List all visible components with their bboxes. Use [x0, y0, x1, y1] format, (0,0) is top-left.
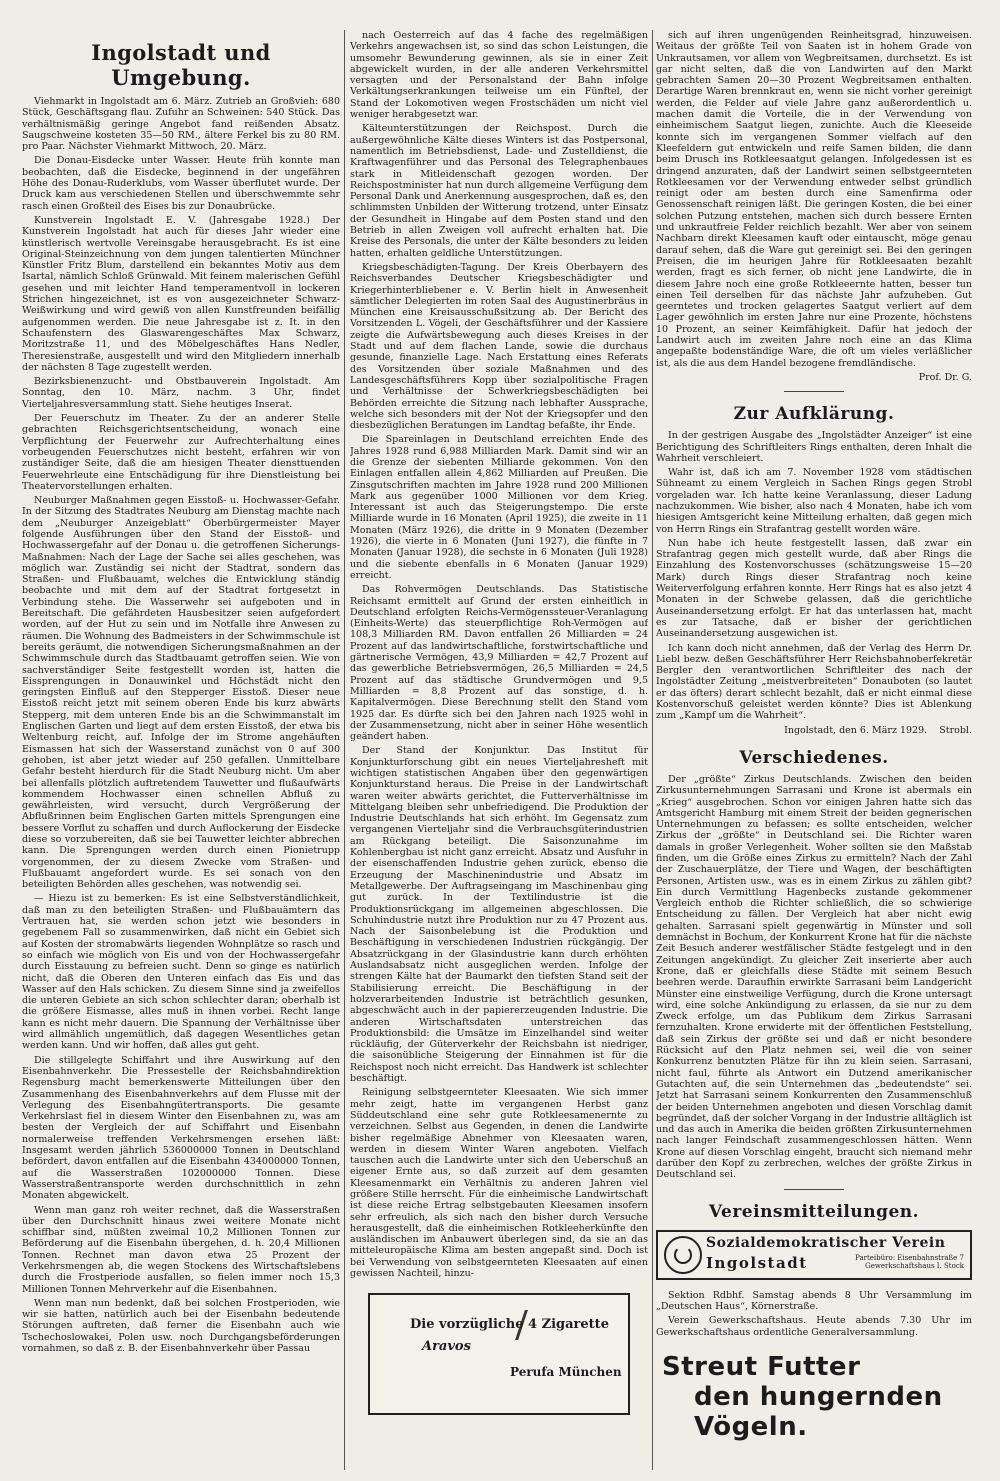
- article-feuerschutz: Der Feuerschutz im Theater. Zu der an anderer Stelle gebrachten Reichsgerichtsentscheidung, wonach eine Verpflichtung der Feuerwehr zur Aufrechterhaltung eines vorbeugenden Feuerschutzes nicht besteht, erfahren wir von zuständiger Seite, daß die am hiesigen Theater diensttuenden Feuerwehrleute eine Entschädigung für ihre Dienstleistung bei Theatervorstellungen erhalten.: [22, 413, 340, 492]
- bird-ad-line2: den hungernden Vögeln.: [694, 1381, 943, 1442]
- article-schiffahrt: Die stillgelegte Schiffahrt und ihre Auswirkung auf den Eisenbahnverkehr. Die Pressestelle der Reichsbahndirektion Regensburg macht bemerkenswerte Mitteilungen über den Zusammenhang des Eisenbahnverkehrs auf dem Flusse mit der Verlegung des Eisenbahngütertransports. Die gesamte Verkehrslast fiel in diesem Winter den Eisenbahnen zu, was am besten der Vergleich der auf Schiffahrt und Eisenbahn normalerweise treffenden Verkehrsmengen ersehen läßt: Insgesamt werden jährlich 536000000 Tonnen in Deutschland befördert, davon entfallen auf die Eisenbahn 434000000 Tonnen, auf die Wasserstraßen 102000000 Tonnen. Diese Wasserstraßentransporte werden durchschnittlich in zehn Monaten abgewickelt.: [22, 1054, 340, 1202]
- article-schiffahrt-end: nach Oesterreich auf das 4 fache des regelmäßigen Verkehrs angewachsen ist, so sind das schon Leistungen, die umsomehr Bewunderung gewinnen, als sie in einer Zeit abgewickelt wurden, in der alle anderen Verkehrsmittel versagten und der Personalstand der Bahn infolge Verkältungserkrankungen teilweise um ein Fünftel, der Stand der Lokomotiven wegen Frostschäden um nicht viel weniger herabgesetzt war.: [350, 30, 648, 121]
- article-kunstverein: Kunstverein Ingolstadt E. V. (Jahresgabe 1928.) Der Kunstverein Ingolstadt hat auch für dieses Jahr wieder eine künstlerisch wertvolle Vereinsgabe herausgebracht. Es ist eine Original-Steinzeichnung von dem jungen talentierten Münchner Künstler Fritz Blum, darstellend ein bekanntes Motiv aus dem Isartal, nämlich Schloß Grünwald. Mit feinem malerischen Gefühl gesehen und mit leichter Hand temperamentvoll in lockeren Strichen hingezeichnet, ist es von ausgezeichneter Schwarz-Weißwirkung und wird gewiß von allen Kunstfreunden beifällig aufgenommen werden. Die neue Jahresgabe ist z. It. in den Schaufenstern des Glaswarengeschäftes Max Schwarz, Moritzstraße 11, und des Möbelgeschäftes Hans Nedler, Theresienstraße, ausgestellt und wird den Mitgliedern innerhalb der nächsten 8 Tage zugestellt werden.: [22, 214, 340, 373]
- column-rule: [652, 30, 653, 1470]
- club-logo-icon: [664, 1236, 702, 1274]
- signature-prof: Prof. Dr. G.: [918, 371, 972, 383]
- club-city: Ingolstadt: [706, 1253, 808, 1272]
- heading-verschiedenes: Verschiedenes.: [739, 747, 889, 768]
- club-notice-2: Verein Gewerkschaftshaus. Heute abends 7.30 Uhr im Gewerkschaftshaus ordentliche Generalversammlung.: [656, 1315, 972, 1338]
- bird-ad-line1: Streut Futter: [662, 1351, 861, 1382]
- column-middle: [350, 30, 648, 1470]
- club-name: Sozialdemokratischer Verein: [706, 1234, 946, 1251]
- ad-cigarette-maker: Perufa München: [510, 1365, 622, 1380]
- signature-name: Strobl.: [939, 724, 972, 736]
- article-reichspost: Kälteunterstützungen der Reichspost. Durch die außergewöhnliche Kälte dieses Winters ist das Postpersonal, namentlich im Betriebsdienst, Lade- und Zustelldienst, die Kraftwagenführer und das Personal des Telegraphenbaues stark in Mitleidenschaft gezogen worden. Der Reichspostminister hat nun durch allgemeine Verfügung dem Personal Dank und Anerkennung ausgesprochen, daß es, den schlimmsten Unbilden der Witterung trotzend, unter Einsatz der Gesundheit in Hingabe auf dem Posten stand und den Betrieb in allen Zweigen voll aufrecht erhalten hat. Die Kreise des Personals, die unter der Kälte besonders zu leiden hatten, erhalten geldliche Unterstützungen.: [350, 123, 648, 259]
- divider: [784, 391, 844, 392]
- club-address: Parteibüro: Eisenbahnstraße 7 Gewerkschaftshaus I. Stock: [855, 1253, 964, 1270]
- article-zirkus: Der „größte“ Zirkus Deutschlands. Zwischen den beiden Zirkusunternehmungen Sarrasani und Krone ist abermals ein „Krieg“ ausgebrochen. Schon vor einigen Jahren hatte sich das Amtsgericht Hamburg mit einem Streit der beiden gegnerischen Unternehmungen zu befassen; es sollte entscheiden, welcher Zirkus der „größte“ in Deutschland sei. Die Richter waren damals in großer Verlegenheit. Woher sollten sie den Maßstab finden, um die Größe eines Zirkus zu ermitteln? Nach der Zahl der Zuschauerplätze, der Tiere und Wagen, der beschäftigten Personen, Artisten usw., was es in einem Zirkus zu zählen gibt? Ein durch Vermittlung Hagenbecks zustande gekommener Vergleich enthob die Richter schließlich, die so schwierige Entscheidung zu fällen. Der Vergleich hat aber nicht ewig gehalten. Sarrasani spielt gegenwärtig in Münster und soll demnächst in Bochum, der Konkurrent Krone hat für die nächste Zeit Besuch anderer westfälischer Städte festgelegt und in den Zeitungen angekündigt. Zu gleicher Zeit inserierte aber auch Krone, daß er gleichfalls diese Städte mit seinem Besuch beehren werde. Daraufhin erwirkte Sarrasani beim Landgericht Münster eine einstweilige Verfügung, durch die Krone untersagt wird, eine solche Ankündigung zu erlassen, da sie nur zu dem Zweck erfolge, um das Publikum dem Zirkus Sarrasani fernzuhalten. Krone erwiderte mit der öffentlichen Feststellung, daß sein Zirkus der größte sei und daß er nicht besondere Rücksicht auf den Platz nehmen sei, weil die von seiner Konkurrenz benutzten Plätze für ihn zu klein seien. Sarrasani, nicht faul, führte als Antwort ein Dutzend amerikanischer Gutachten auf, die sein Unternehmen das „bedeutendste“ sei. Jetzt hat Sarrasani seinem Konkurrenten den Zusammenschluß der beiden Unternehmen angeboten und diesen Vorschlag damit begründet, daß der solcher Vorgang in der Industrie alltäglich ist und das auch in Amerika die beiden größten Zirkusunternehmen nach langer Feindschaft zusammengeschlossen hätten. Wenn Krone auf diesen Vorschlag eingeht, braucht sich niemand mehr darüber den Kopf zu zerbrechen, welches der größte Zirkus in Deutschland sei.: [656, 773, 972, 1181]
- article-kleesaaten: Reinigung selbstgeernteter Kleesaaten. Wie sich immer mehr zeigt, hatte im vergangenen Herbst ganz Süddeutschland eine sehr gute Rotkleesamenernte zu verzeichnen. Selbst aus Gegenden, in denen die Landwirte bisher regelmäßige Abnehmer von Kleesaaten waren, werden in diesem Winter Waren angeboten. Vielfach tauschen auch die Landwirte unter sich den Ueberschuß an eigener Ernte aus, so daß zurzeit auf dem gesamten Kleesamenmarkt ein Verhältnis zu anderen Jahren viel größere Stille herrscht. Für die einheimische Landwirtschaft ist diese reiche Ertrag selbstgebauten Kleesamen insofern sehr erfreulich, als sich nach den bisher durch Versuche herausgestellt, daß die einheimischen Rotkleeherkünfte den ausländischen im Anbauwert überlegen sind, da sie an das mitteleuropäische Klima am besten angepaßt sind. Doch ist bei Verwendung von selbstgeernteten Kleesaaten auf einen gewissen Nachteil, hinzu-: [350, 1087, 648, 1280]
- section-heading-ingolstadt: Ingolstadt und Umgebung.: [91, 40, 271, 90]
- signature-strobl: [656, 725, 972, 736]
- article-aufklaerung-4: Ich kann doch nicht annehmen, daß der Verlag des Herrn Dr. Liebl bezw. deßen Geschäftsführer Herr Reichsbahnoberfekretär Bergler den verantwortlichen Schriftleiter des nach der Ingolstädter Zeitung „meistverbreiteten“ Donauboten (so lautet er das öfters) derart schlecht bezahlt, daß er nicht einmal diese Kostenvorschuß geleistet werden könnte? Dies ist Ablenkung zum „Kampf um die Wahrheit“.: [656, 642, 972, 722]
- column-left: [22, 30, 340, 1470]
- article-donau-eisdecke: Die Donau-Eisdecke unter Wasser. Heute früh konnte man beobachten, daß die Eisdecke, beginnend in der ungefähren Höhe des Donau-Ruderklubs, vom Wasser überflutet wurde. Der Druck kam aus verschiedenen Stellen und überschwemmte sehr rasch einen Großteil des Eises bis zur Donaubrücke.: [22, 155, 340, 212]
- column-rule: [344, 30, 345, 1470]
- article-aufklaerung-1: In der gestrigen Ausgabe des „Ingolstädter Anzeiger“ ist eine Berichtigung des Schriftleiters Rings enthalten, deren Inhalt die Wahrheit verschleiert.: [656, 430, 972, 464]
- club-notice-1: Sektion Rdbhf. Samstag abends 8 Uhr Versammlung im „Deutschen Haus“, Körnerstraße.: [656, 1289, 972, 1312]
- article-kleesaaten-cont: sich auf ihren ungenügenden Reinheitsgrad, hinzuweisen. Weitaus der größte Teil von Saaten ist in hohem Grade von Unkrautsamen, vor allem von Wegbreitsamen, durchsetzt. Es ist gar nicht selten, daß die von Landwirten auf den Markt gebrachten Samen 20—30 Prozent Wegbreitsamen enthalten. Derartige Waren brennkraut en, wenn sie nicht vorher gereinigt werden, die Felder auf viele Jahre ganz außerordentlich u. machen damit die Vorteile, die in der Verwendung von einheimischem Saatgut liegen, zunichte. Auch die Kleeseide konnte sich im vergangenen Sommer vielfach auf den Kleefeldern gut entwickeln und reife Samen bilden, die dann beim Drusch ins Rotkleesaatgut gelangen. Infolgedessen ist es dringend anzuraten, daß der Landwirt seinen selbstgeernteten Rotkleesamen vor der Verwendung entweder selbst gründlich reinigt oder am besten durch eine Samenfirma oder Genossenschaft reinigen läßt. Die geringen Kosten, die bei einer solchen Putzung entstehen, machen sich durch bessere Ernten und unkrautfreie Felder reichlich bezahlt. Wer aber von seinem Nachbarn direkt Kleesamen kauft oder eintauscht, möge genau darauf sehen, daß die Ware gut gereinigt sei. Bei den geringen Preisen, die im heurigen Jahre für Rotkleesaaten bezahlt werden, fragt es sich ferner, ob nicht jene Landwirte, die in diesem Jahre noch eine große Rotkleeernte hatten, besser tun einen Teil derselben für das nächste Jahr aufzuheben. Gut geerntetes und trocken gelagertes Saatgut verliert auf dem Lager gewöhnlich im ersten Jahre nur eine Prozente, höchstens 10 Prozent, an seiner Keimfähigkeit. Dafür hat jedoch der Landwirt auch im zweiten Jahre noch eine an das Klima angepaßte bodenständige Ware, die oft um vieles verläßlicher ist, als die aus dem Handel bezogene fremdländische.: [656, 30, 972, 369]
- article-bienenzucht: Bezirksbienenzucht- und Obstbauverein Ingolstadt. Am Sonntag, den 10. März, nachm. 3 Uhr, findet Vierteljahresversammlung statt. Siehe heutiges Inserat.: [22, 376, 340, 410]
- column-right: [656, 30, 972, 1470]
- ad-cigarette-brand: Aravos: [422, 1339, 471, 1355]
- article-neuburg-hochwasser: Neuburger Maßnahmen gegen Eisstoß- u. Hochwasser-Gefahr. In der Sitzung des Stadtrates Neuburg am Dienstag machte nach dem „Neuburger Anzeigeblatt“ Oberbürgermeister Mayer folgende Ausführungen über den Stand der Eisstoß- und Hochwassergefahr auf der Donau u. die getroffenen Sicherungs-Maßnahmen: Nach der Lage der Sache sei alles geschehen, was möglich war. Zuständig sei nicht der Stadtrat, sondern das Straßen- und Flußbauamt, welches die Entwicklung ständig beobachte und mit dem auf der Stadtrat fortgesetzt in Verbindung stehe. Die Wasserwehr sei aufgeboten und in Bereitschaft. Die gefährdeten Hausbesitzer seien aufgefordert worden, auf der Hut zu sein und im Notfalle ihre Anwesen zu räumen. Die Wohnung des Badmeisters in der Schwimmschule ist bereits geräumt, die notwendigen Sicherungsmaßnahmen an der Schwimmschule durch das Stadtbauamt getroffen seien. Wie von sachverständiger Seite festgestellt worden ist, hatten die Eissprengungen in Donauwinkel und Höchstädt nicht den geringsten Einfluß auf den Stepperger Eisstoß. Dieser neue Eisstoß reicht jetzt mit seinem oberen Ende bis kurz abwärts Stepperg, mit dem unteren Ende bis an die Schwimmanstalt im Englischen Garten und liegt auf dem ersten Eisstoß, der etwa bis Weltenburg reicht, auf. Infolge der im Strome angehäuften Eismassen hat sich der Wasserstand zunächst von 0 auf 300 gehoben, ist aber jetzt wieder auf 250 gefallen. Unmittelbare Gefahr besteht hierdurch für die Stadt Neuburg nicht. Um aber bei allenfalls plötzlich auftretendem Tauwetter und flußaufwärts kommendem Hochwasser einen schnellen Abfluß zu gewährleisten, wird versucht, durch Vergrößerung der Abflußrinnen beim Englischen Garten mittels Sprengungen eine bessere Vorflut zu schaffen und durch Auflockerung der Eisdecke diese so vorzubereiten, daß sie bei Tauwetter leichter abbrechen kann. Die Sprengungen werden durch einen Pionietrupp vorgenommen, der zu diesem Zwecke vom Straßen- und Flußbauamt angefordert wurde. Es sei sonach von den beteiligten Behörden alles geschehen, was notwendig sei.: [22, 495, 340, 891]
- cigarette-advertisement: [368, 1293, 630, 1415]
- article-aufklaerung-2: Wahr ist, daß ich am 7. November 1928 vom städtischen Sühneamt zu einem Vergleich in Sachen Rings gegen Strobl vorgeladen war. Ich hatte keine Veranlassung, dieser Ladung nachzukommen. Wie bisher, also nach 4 Monaten, habe ich vom hiesigen Amtsgericht keine Mitteilung erhalten, daß gegen mich von Herrn Rings ein Strafantrag gestellt worden wäre.: [656, 467, 972, 535]
- heading-vereinsmitteilungen: Vereinsmitteilungen.: [708, 1201, 920, 1222]
- heading-aufklaerung: Zur Aufklärung.: [733, 404, 895, 425]
- article-spareinlagen: Die Spareinlagen in Deutschland erreichten Ende des Jahres 1928 rund 6,988 Milliarden Mark. Damit sind wir an die Grenze der siebenten Milliarde gekommen. Von den Einlagen entfallen allein 4,862 Milliarden auf Preußen. Die Zinsgutschriften machten im Jahre 1928 rund 200 Millionen Mark aus gegenüber 1000 Millionen vor dem Krieg. Interessant ist auch das Steigerungstempo. Die erste Milliarde wurde in 16 Monaten (April 1925), die zweite in 11 Monaten (März 1926), die dritte in 9 Monaten (Dezember 1926), die vierte in 6 Monaten (Juni 1927), die fünfte in 7 Monaten (Januar 1928), die sechste in 6 Monaten (Juli 1928) und die siebente ebenfalls in 6 Monaten (Januar 1929) erreicht.: [350, 434, 648, 581]
- club-banner: [656, 1230, 972, 1280]
- signature-place-date: Ingolstadt, den 6. März 1929.: [784, 724, 928, 736]
- article-konjunktur: Der Stand der Konjunktur. Das Institut für Konjunkturforschung gibt ein neues Vierteljahresheft mit wichtigen statistischen Angaben über den gegenwärtigen Konjunkturstand heraus. Die Preise in der Landwirtschaft waren weiter abwärts gerichtet, die Futterverhältnisse im Mittelgang bleiben sehr unbefriedigend. Die Produktion der Industrie Deutschlands hat sich erhöht. Im Gegensatz zum vergangenen Vierteljahr sind die Verbrauchsgüterindustrien am Rückgang beteiligt. Die Saisonzunahme im Kohlenbergbau ist nicht ganz erreicht. Absatz und Ausfuhr in der eisenschaffenden Industrie gehen zurück, ebenso die Erzeugung der Maschinenindustrie und Absatz im Metallgewerbe. Der Auftragseingang im Maschinenbau ging gut zurück. In der Textilindustrie ist die Produktionsrückgang im allgemeinen abgeschlossen. Die Schuhindustrie nutzt ihre Produktion nur zu 47 Prozent aus. Nach der Saisonbelebung ist die Produktion und Beschäftigung in verschiedenen Industrien rückgängig. Der Absatzrückgang in der Glasindustrie kann durch erhöhten Auslandsabsatz nicht ausgeglichen werden. Infolge der strengen Kälte hat der Baumarkt den tiefsten Stand seit der Stabilisierung erreicht. Die Beschäftigung in der holzverarbeitenden Industrie ist beträchtlich gesunken, abgeschwächt auch in der papiererzeugenden Industrie. Die anderen Wirtschaftsdaten unterstreichen das Produktionsbild: die Umsätze im Einzelhandel sind weiter rückläufig, der Güterverkehr der Reichsbahn ist niedriger, die saisonübliche Steigerung der Einnahmen ist für die Reichspost noch nicht erreicht. Das Handwerk ist schlechter beschäftigt.: [350, 745, 648, 1085]
- article-aufklaerung-3: Nun habe ich heute festgestellt lassen, daß zwar ein Strafantrag gegen mich gestellt wurde, daß aber Rings die Einzahlung des Kostenvorschusses (schätzungsweise 15—20 Mark) durch Rings dieser Strafantrag noch keine Weiterverfolgung erfahren konnte. Herr Rings hat es also jetzt 4 Monaten in der Schwebe gelassen, daß die gerichtliche Auseinandersetzung erfolgt. Er hat das unterlassen hat, macht es zur Tatsache, daß er bisher der gerichtlichen Auseinandersetzung ausgewichen ist.: [656, 537, 972, 640]
- divider: [784, 1189, 844, 1190]
- article-kriegsbeschaedigte: Kriegsbeschädigten-Tagung. Der Kreis Oberbayern des Reichsverbandes Deutscher Kriegsbeschädigter und Kriegerhinterbliebener e. V. Berlin hielt in Anwesenheit sämtlicher Delegierten im roten Saal des Augustinerbräus in München eine Kreisausschußsitzung ab. Der Bericht des Vorsitzenden L. Vögeli, der Geschäftsführer und der Kassiere zeigte die Aufwärtsbewegung auch dieses Kreises in der Stadt und auf dem flachen Lande, sowie die durchaus gesunde, finanzielle Lage. Nach Erstattung eines Referats des Vorsitzenden über soziale Maßnahmen und des Landesgeschäftsführers Kopp über sozialpolitische Fragen und Verhältnisse der Schwerkriegsbeschädigten bei Behörden erreichte die Sitzung nach lebhafter Aussprache, welche sich besonders mit der Not der Kriegsopfer und den diesbezüglichen Beratungen im Landtag befaßte, ihr Ende.: [350, 261, 648, 432]
- article-viehmarkt: Viehmarkt in Ingolstadt am 6. März. Zutrieb an Großvieh: 680 Stück, Geschäftsgang flau. Zufuhr an Schweinen: 540 Stück. Das verhältnismäßig geringe Angebot fand reißenden Absatz. Saugschweine kosteten 35—50 RM., ältere Ferkel bis zu 80 RM. pro Paar. Nächster Viehmarkt Mittwoch, 20. März.: [22, 96, 340, 153]
- article-hiezu-bemerken: — Hiezu ist zu bemerken: Es ist eine Selbstverständlichkeit, daß man zu den beteiligten Straßen- und Flußbauämtern das Vertrauen hat, sie werden schon jetzt wie besonders in gegebenem Fall so zusammenwirken, daß nicht ein Gebiet sich auf Kosten der stromabwärts liegenden Wohnplätze so rasch und so einfach wie möglich von Eis und von der Hochwassergefahr durch Eisstauung zu befreien sucht. Denn so ginge es natürlich nicht, daß die Oberen den Unteren einfach das Eis und das Wasser auf den Hals schicken. Zu diesem Sinne sind ja zweifellos die unteren Gebiete an sich schon schlechter daran; oberhalb ist die größere Eismasse, alles muß in ihnen vorbei. Recht lange kann es nicht mehr dauern. Die Spannung der Verhältnisse über wird allmählich ungemütlich, daß dagegen Wesentliches getan werden kann. Und wir hoffen, daß alles gut geht.: [22, 893, 340, 1052]
- article-schiffahrt-cont2: Wenn man nun bedenkt, daß bei solchen Frostperioden, wie wir sie hatten, natürlich auch bei der Eisenbahn bedeutende Störungen auftreten, daß ferner die Eisenbahn auch wie Tschechoslowakei, Polen usw. noch Durchgangsbeförderungen vornahmen, so daß z. B. der Eisenbahnverkehr über Passau: [22, 1297, 340, 1355]
- bird-feeding-ad: [656, 1352, 972, 1442]
- article-schiffahrt-cont1: Wenn man ganz roh weiter rechnet, daß die Wasserstraßen über den Durchschnitt hinaus zwei weitere Monate nicht schiffbar sind, müßten zweimal 10,2 Millionen Tonnen zur Beförderung auf die Eisenbahn übergehen, d. h. 20,4 Millionen Tonnen. Rechnet man davon etwa 25 Prozent der Verkehrsmengen ab, die wegen Stockens des Wirtschaftslebens durch die Frostperiode ausfallen, so fielen immer noch 15,3 Millionen Tonnen Mehrverkehr auf die Eisenbahnen.: [22, 1204, 340, 1295]
- ad-cigarette-line1: Die vorzügliche 4 Zigarette: [410, 1317, 609, 1333]
- article-rohvermoegen: Das Rohvermögen Deutschlands. Das Statistische Reichsamt ermittelt auf Grund der ersten einheitlich in Deutschland erfolgten Reichs-Vermögenssteuer-Veranlagung (Einheits-Werte) das steuerpflichtige Roh-Vermögen auf 108,3 Milliarden RM. Davon entfallen 26 Milliarden = 24 Prozent auf das landwirtschaftliche, forstwirtschaftliche und gärtnerische Vermögen, 43,9 Milliarden = 42,7 Prozent auf das gewerbliche Betriebsvermögen, 26,5 Milliarden = 24,5 Prozent auf das städtische Grundvermögen und 9,5 Milliarden = 8,8 Prozent auf das sonstige, d. h. Kapitalvermögen. Diese Berechnung stellt den Stand vom 1925 dar. Es dürfte sich bei den Jahren nach 1925 wohl in der Zusammensetzung, nicht aber in seiner Höhe wesentlich geändert haben.: [350, 584, 648, 743]
